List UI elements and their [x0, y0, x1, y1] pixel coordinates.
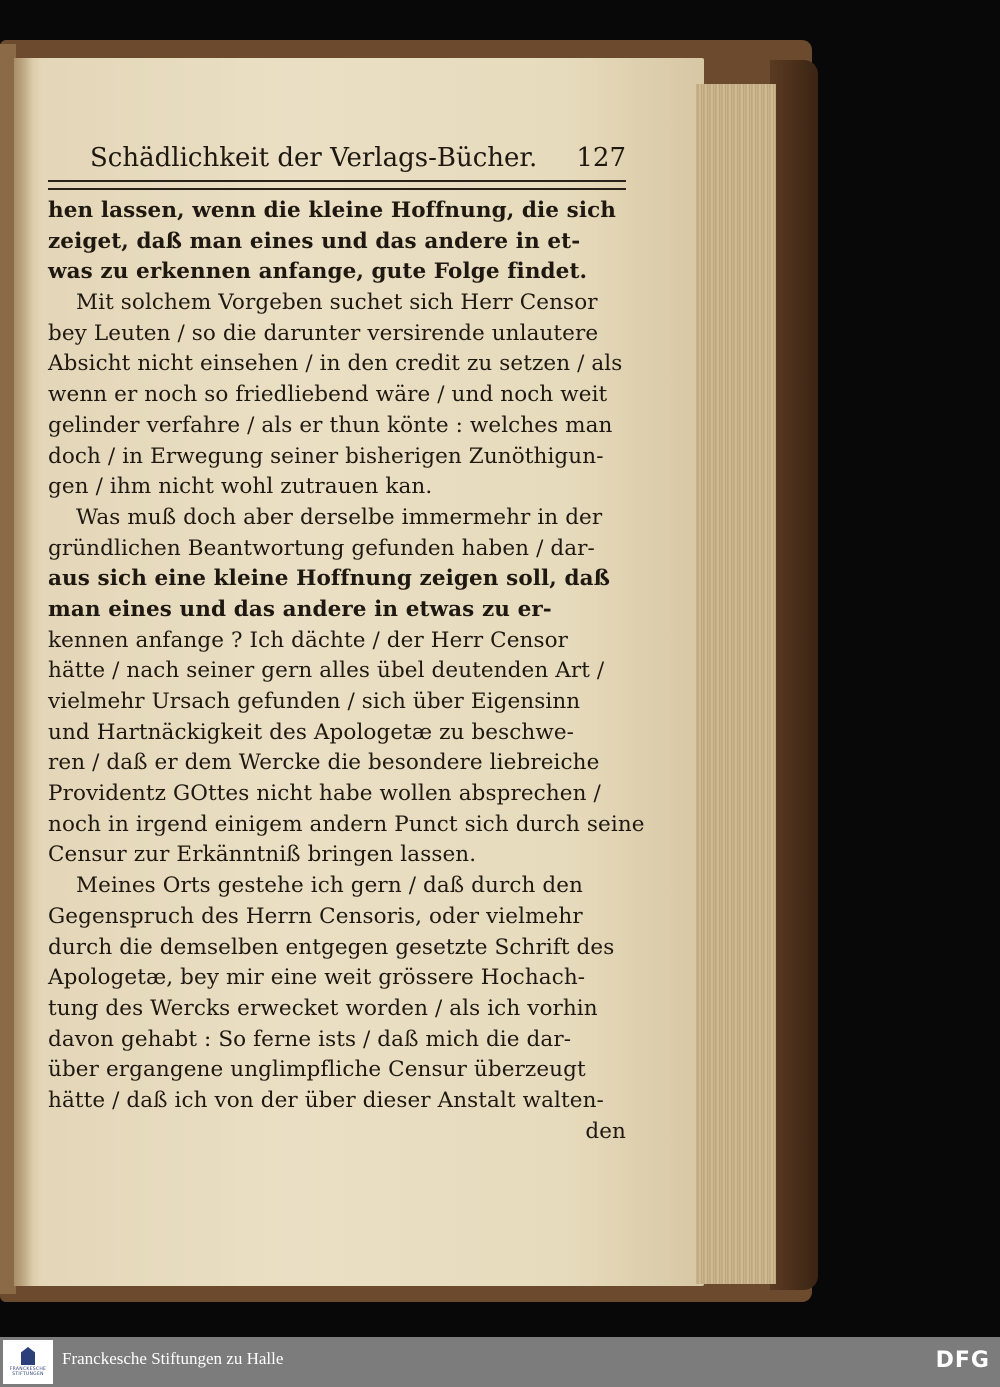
text-line: Providentz GOttes nicht habe wollen absprechen /: [48, 781, 601, 807]
text-line: doch / in Erwegung seiner bisherigen Zunöthigun-: [48, 443, 604, 469]
text-line: gründlichen Beantwortung gefunden haben / dar-: [48, 535, 595, 561]
text-line: hätte / daß ich von der über dieser Anstalt walten-: [48, 1087, 604, 1113]
text-line: Apologetæ, bey mir eine weit grössere Hochach-: [48, 965, 586, 991]
text-line: aus sich eine kleine Hoffnung zeigen soll, daß: [48, 566, 611, 592]
text-line: Mit solchem Vorgeben suchet sich Herr Censor: [76, 290, 598, 316]
text-line: hen lassen, wenn die kleine Hoffnung, die sich: [48, 198, 617, 223]
running-head-title: Schädlichkeit der Verlags-Bücher.: [90, 143, 538, 173]
text-line: ren / daß er dem Wercke die besondere liebreiche: [48, 750, 600, 776]
text-line: Absicht nicht einsehen / in den credit zu setzen / als: [48, 351, 623, 377]
institution-logo: [3, 1340, 53, 1384]
text-line: tung des Wercks erwecket worden / als ich vorhin: [48, 995, 598, 1021]
page-text-block: [48, 140, 645, 1147]
cover-edge: [770, 60, 818, 1290]
text-line: Was muß doch aber derselbe immermehr in der: [76, 504, 603, 530]
institution-name: Franckesche Stiftungen zu Halle: [62, 1349, 284, 1368]
text-line: über ergangene unglimpfliche Censur überzeugt: [48, 1057, 586, 1083]
dfg-logo: DFG: [935, 1348, 990, 1373]
text-line: Gegenspruch des Herrn Censoris, oder vielmehr: [48, 903, 583, 929]
text-line: zeiget, daß man eines und das andere in et-: [48, 228, 581, 254]
text-line: vielmehr Ursach gefunden / sich über Eigensinn: [48, 689, 581, 714]
text-line: noch in irgend einigem andern Punct sich durch seine: [48, 811, 645, 837]
text-line: durch die demselben entgegen gesetzte Schrift des: [48, 934, 615, 960]
text-line: Censur zur Erkänntniß bringen lassen.: [48, 842, 477, 868]
page-fore-edge: [696, 84, 776, 1284]
text-line: gen / ihm nicht wohl zutrauen kan.: [48, 474, 433, 500]
page-number: 127: [576, 143, 626, 173]
text-line: gelinder verfahre / als er thun könte : welches man: [48, 412, 613, 438]
text-line: hätte / nach seiner gern alles übel deutenden Art /: [48, 658, 605, 684]
text-lines: [48, 196, 645, 1117]
text-line: Meines Orts gestehe ich gern / daß durch den: [76, 873, 583, 899]
text-line: davon gehabt : So ferne ists / daß mich die dar-: [48, 1026, 572, 1052]
text-line: wenn er noch so friedliebend wäre / und noch weit: [48, 382, 608, 408]
page-gutter: [14, 58, 32, 1286]
running-header: [90, 140, 626, 176]
text-line: man eines und das andere in etwas zu er-: [48, 596, 552, 622]
header-rule: [48, 180, 626, 190]
text-line: bey Leuten / so die darunter versirende unlautere: [48, 320, 599, 346]
text-line: was zu erkennen anfange, gute Folge findet.: [48, 259, 588, 285]
logo-text: FRANCKESCHE STIFTUNGEN: [9, 1367, 47, 1377]
catchword: den: [585, 1118, 626, 1144]
text-line: kennen anfange ? Ich dächte / der Herr Censor: [48, 627, 569, 653]
text-line: und Hartnäckigkeit des Apologetæ zu beschwe-: [48, 719, 575, 745]
logo-icon: [21, 1347, 35, 1365]
